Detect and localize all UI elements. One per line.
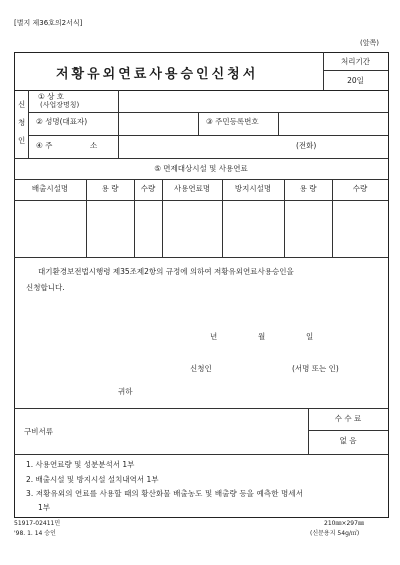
- signature-label: (서명 또는 인): [292, 364, 339, 373]
- footer-paper-type: (신문용지 54g/㎡): [310, 530, 360, 537]
- company-name-sublabel: (사업장명칭): [40, 101, 80, 109]
- document-item-2: 2. 배출시설 및 방지시설 설치내역서 1부: [26, 475, 159, 484]
- statement-line-2: 신청합니다.: [26, 283, 65, 292]
- facilities-col-divider-5: [284, 179, 285, 257]
- form-number: [별지 제36호의2서식]: [14, 19, 83, 27]
- applicant-bottom-rule: [14, 158, 388, 159]
- processing-period-value: 20일: [347, 76, 364, 85]
- facilities-col-divider-1: [86, 179, 87, 257]
- address-label: 소: [90, 141, 98, 150]
- applicant-label-divider: [28, 90, 29, 158]
- facilities-col-divider-4: [222, 179, 223, 257]
- documents-label: 구비서류: [24, 427, 53, 436]
- processing-period-label: 처리기간: [341, 57, 370, 66]
- date-month-label: 월: [258, 332, 266, 341]
- title-bottom-rule: [14, 90, 388, 91]
- date-year-label: 년: [210, 332, 218, 341]
- fee-divider-h: [308, 430, 388, 431]
- document-item-3-cont: 1부: [38, 503, 51, 512]
- col-capacity-1: 용 량: [101, 184, 119, 193]
- footer-approval: '98. 1. 14 승인: [14, 530, 56, 537]
- addressee-label: 귀하: [118, 387, 133, 396]
- statement-line-1: 대기환경보전법시행령 제35조제2항의 규정에 의하여 저황유외연료사용승인을: [38, 267, 294, 276]
- applicant-label-2: 청: [18, 118, 26, 127]
- applicant-sign-label: 신청인: [190, 364, 212, 373]
- facilities-bottom-rule: [14, 257, 388, 258]
- page-side-label: (앞쪽): [360, 39, 379, 47]
- address-label-num: ④ 주: [36, 141, 53, 150]
- applicant-row-2-rule: [28, 135, 388, 136]
- representative-label: ② 성명(대표자): [36, 117, 88, 126]
- col-capacity-2: 용 량: [299, 184, 317, 193]
- facilities-col-divider-6: [332, 179, 333, 257]
- footer-paper-size: 210㎜×297㎜: [324, 520, 364, 527]
- resident-number-divider: [278, 112, 279, 135]
- documents-list-rule: [14, 454, 388, 455]
- facilities-section-title: ⑤ 면제대상시설 및 사용연료: [154, 164, 248, 173]
- statement-bottom-rule: [14, 408, 388, 409]
- document-item-1: 1. 사용연료량 및 성분분석서 1부: [26, 460, 135, 469]
- col-prevention-facility: 방지시설명: [234, 184, 272, 193]
- date-day-label: 일: [306, 332, 314, 341]
- facilities-col-divider-2: [134, 179, 135, 257]
- document-item-3: 3. 저황유외의 연료를 사용할 때의 황산화물 배출농도 및 배출량 등을 예측한 명세서: [26, 489, 304, 498]
- phone-label: (전화): [296, 141, 317, 150]
- applicant-label-3: 인: [18, 136, 26, 145]
- facilities-col-divider-3: [162, 179, 163, 257]
- processing-divider-h: [323, 70, 388, 71]
- applicant-field-divider: [118, 90, 119, 158]
- representative-divider: [198, 112, 199, 135]
- resident-number-label: ③ 주민등록번호: [206, 117, 259, 126]
- col-emission-facility: 배출시설명: [31, 184, 69, 193]
- form-title: 저황유외연료사용승인신청서: [56, 67, 259, 82]
- footer-code: 51917-02411민: [14, 520, 61, 527]
- col-quantity-1: 수량: [140, 184, 156, 193]
- applicant-row-1-rule: [28, 112, 388, 113]
- col-quantity-2: 수량: [352, 184, 368, 193]
- fee-label: 수 수 료: [334, 414, 362, 423]
- applicant-label-1: 신: [18, 100, 26, 109]
- company-name-label: ① 상 호: [38, 92, 64, 101]
- col-fuel-name: 사용연료명: [173, 184, 211, 193]
- fee-value: 없 음: [339, 436, 357, 445]
